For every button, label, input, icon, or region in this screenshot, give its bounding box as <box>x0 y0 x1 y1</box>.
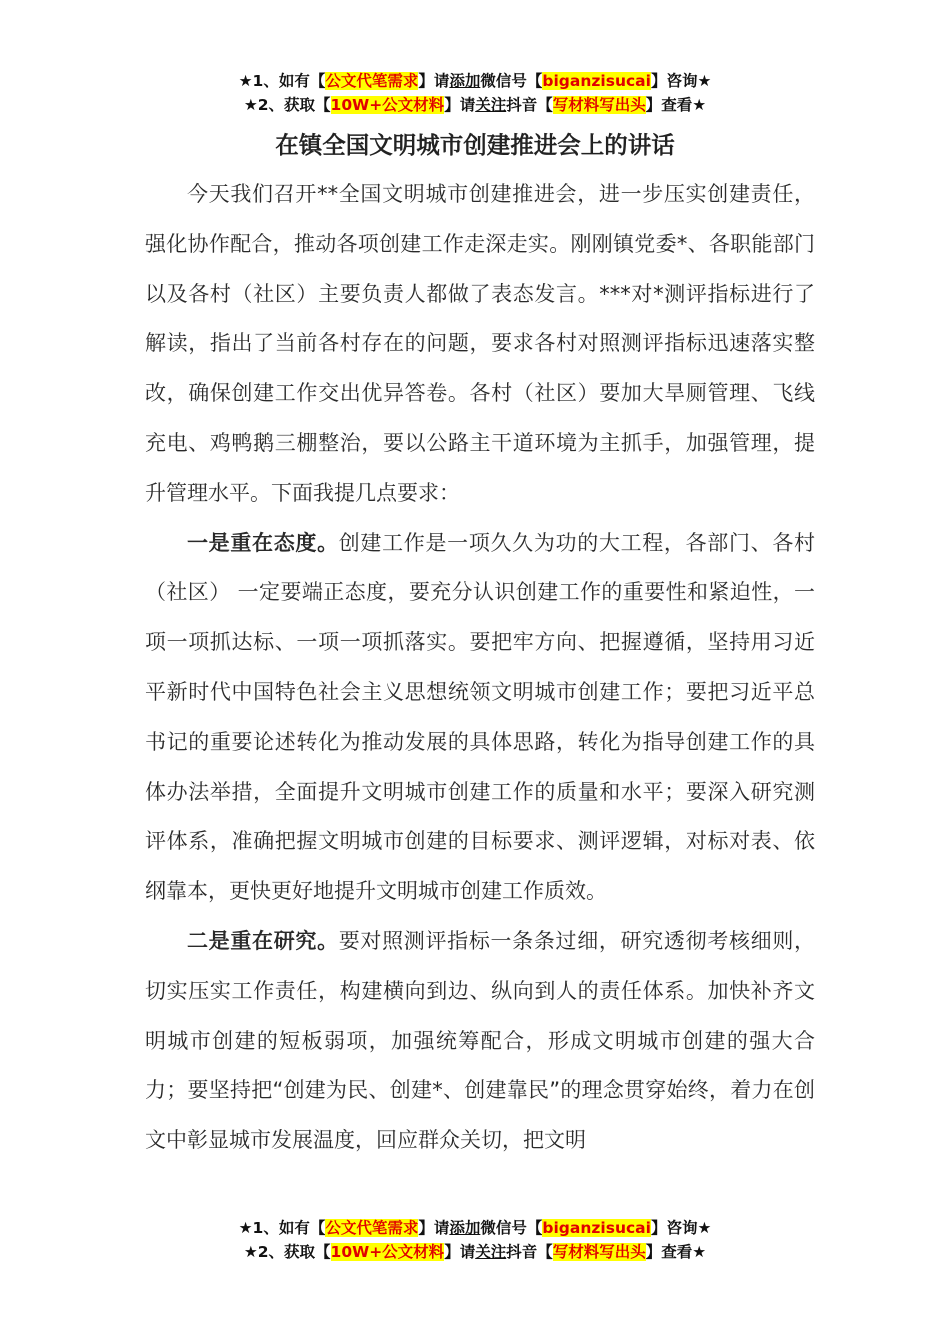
paragraph-text: 今天我们召开**全国文明城市创建推进会，进一步压实创建责任，强化协作配合，推动各项创建工作走深走实。刚刚镇党委*、各职能部门以及各村（社区）主要负责人都做了表态发言。***对*测评指标进行了解读，指出了当前各村存在的问题，要求各村对照测评指标迅速落实整改，确保创建工作交出优异答卷。各村（社区）要加大旱厕管理、飞线充电、鸡鸭鹅三棚整治，要以公路主干道环境为主抓手，加强管理，提升管理水平。下面我提几点要求： <box>145 182 815 505</box>
paragraph-text: 要对照测评指标一条条过细，研究透彻考核细则，切实压实工作责任，构建横向到边、纵向到人的责任体系。加快补齐文明城市创建的短板弱项，加强统筹配合，形成文明城市创建的强大合力；要坚持把“创建为民、创建*、创建靠民”的理念贯穿始终，着力在创文中彰显城市发展温度，回应群众关切，把文明 <box>145 928 815 1153</box>
promo-highlight: 公文代笔需求 <box>325 72 419 90</box>
promo-text: 】查看★ <box>645 96 707 114</box>
promo-text: ★2、获取【 <box>243 1243 331 1261</box>
promo-highlight: 公文代笔需求 <box>325 1219 419 1237</box>
promo-text: ★2、获取【 <box>243 96 331 114</box>
promo-text: 抖音【 <box>506 1243 553 1261</box>
promo-text: 】请 <box>418 72 450 90</box>
promo-line-1 <box>0 69 950 93</box>
document-body <box>145 170 815 1166</box>
promo-underlined-text: 关注 <box>475 1243 507 1261</box>
promo-highlight: biganzisucai <box>542 1219 651 1237</box>
promo-text: 微信号【 <box>480 1219 543 1237</box>
promo-text: 微信号【 <box>480 72 543 90</box>
promo-text: 】请 <box>418 1219 450 1237</box>
promo-highlight: biganzisucai <box>542 72 651 90</box>
paragraph-intro <box>145 170 815 519</box>
promo-underlined-text: 添加 <box>449 72 481 90</box>
promo-text: 】请 <box>444 96 476 114</box>
promo-text: 】咨询★ <box>650 72 712 90</box>
promo-line-1 <box>0 1216 950 1240</box>
document-title: 在镇全国文明城市创建推进会上的讲话 <box>275 131 675 159</box>
paragraph-lead: 一是重在态度。 <box>187 530 339 555</box>
promo-highlight: 写材料写出头 <box>552 1243 646 1261</box>
promo-text: 】请 <box>444 1243 476 1261</box>
promo-highlight: 10W+公文材料 <box>330 96 445 114</box>
promo-line-2 <box>0 93 950 117</box>
promo-text: 抖音【 <box>506 96 553 114</box>
paragraph-text: 创建工作是一项久久为功的大工程，各部门、各村（社区） 一定要端正态度，要充分认识创建工作的重要性和紧迫性，一项一项抓达标、一项一项抓落实。要把牢方向、把握遵循，坚持用习近平新时代中国特色社会主义思想统领文明城市创建工作；要把习近平总书记的重要论述转化为推动发展的具体思路，转化为指导创建工作的具体办法举措，全面提升文明城市创建工作的质量和水平；要深入研究测评体系，准确把握文明城市创建的目标要求、测评逻辑，对标对表、依纲靠本，更快更好地提升文明城市创建工作质效。 <box>145 530 815 904</box>
promo-line-2 <box>0 1240 950 1264</box>
paragraph-lead: 二是重在研究。 <box>187 928 339 953</box>
promo-text: ★1、如有【 <box>238 72 326 90</box>
paragraph-attitude <box>145 519 815 917</box>
promo-header <box>0 69 950 117</box>
promo-text: 】咨询★ <box>650 1219 712 1237</box>
promo-highlight: 10W+公文材料 <box>330 1243 445 1261</box>
promo-highlight: 写材料写出头 <box>552 96 646 114</box>
promo-underlined-text: 添加 <box>449 1219 481 1237</box>
promo-footer <box>0 1216 950 1264</box>
promo-underlined-text: 关注 <box>475 96 507 114</box>
promo-text: ★1、如有【 <box>238 1219 326 1237</box>
paragraph-research <box>145 917 815 1166</box>
promo-text: 】查看★ <box>645 1243 707 1261</box>
